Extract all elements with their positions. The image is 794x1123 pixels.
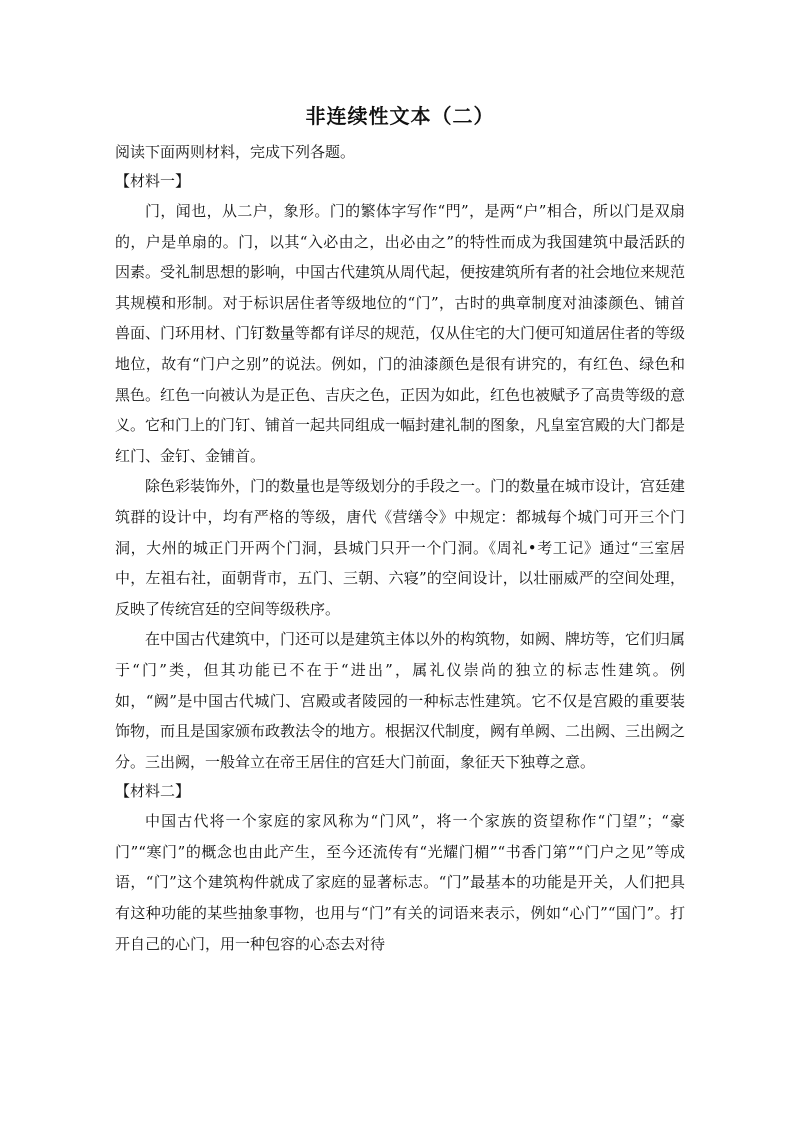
document-page xyxy=(115,96,685,959)
material-two xyxy=(115,777,685,959)
document-title: 非连续性文本（二） xyxy=(305,104,495,128)
material-two-heading: 【材料二】 xyxy=(115,782,191,801)
material-one-paragraph: 在中国古代建筑中，门还可以是建筑主体以外的构筑物，如阙、牌坊等，它们归属于“门”类，但其功能已不在于“进出”，属礼仪崇尚的独立的标志性建筑。例如，“阙”是中国古代城门、宫殿或者陵园的一种标志性建筑。它不仅是宫殿的重要装饰物，而且是国家颁布政教法令的地方。根据汉代制度，阙有单阙、二出阙、三出阙之分。三出阙，一般耸立在帝王居住的宫廷大门前面，象征天下独尊之意。 xyxy=(115,630,686,771)
material-one-paragraph: 除色彩装饰外，门的数量也是等级划分的手段之一。门的数量在城市设计，宫廷建筑群的设计中，均有严格的等级，唐代《营缮令》中规定：都城每个城门可开三个门洞，大州的城正门开两个门洞，县城门只开一个门洞。《周礼•考工记》通过“三室居中，左祖右社，面朝背市，五门、三朝、六寝”的空间设计，以壮丽威严的空间处理，反映了传统宫廷的空间等级秩序。 xyxy=(115,477,686,618)
material-two-paragraph: 中国古代将一个家庭的家风称为“门风”，将一个家族的资望称作“门望”；“豪门”“寒门”的概念也由此产生，至今还流传有“光耀门楣”“书香门第”“门户之见”等成语，“门”这个建筑构件就成了家庭的显著标志。“门”最基本的功能是开关，人们把具有这种功能的某些抽象事物，也用与“门”有关的词语来表示，例如“心门”“国门”。打开自己的心门，用一种包容的心态去对待 xyxy=(115,812,685,953)
material-one-heading: 【材料一】 xyxy=(115,172,191,190)
instruction-text: 阅读下面两则材料，完成下列各题。 xyxy=(115,143,356,161)
material-one-paragraph: 门，闻也，从二户，象形。门的繁体字写作“門”，是两“户”相合，所以门是双扇的，户是单扇的。门，以其“入必由之，出必由之”的特性而成为我国建筑中最活跃的因素。受礼制思想的影响，中国古代建筑从周代起，便按建筑所有者的社会地位来规范其规模和形制。对于标识居住者等级地位的“门”，古时的典章制度对油漆颜色、铺首兽面、门环用材、门钉数量等都有详尽的规范，仅从住宅的大门便可知道居住者的等级地位，故有“门户之别”的说法。例如，门的油漆颜色是很有讲究的，有红色、绿色和黑色。红色一向被认为是正色、吉庆之色，正因为如此，红色也被赋予了高贵等级的意义。它和门上的门钉、铺首一起共同组成一幅封建礼制的图象，凡皇室宫殿的大门都是红门、金钉、金铺首。 xyxy=(115,202,686,465)
material-one xyxy=(115,167,685,777)
